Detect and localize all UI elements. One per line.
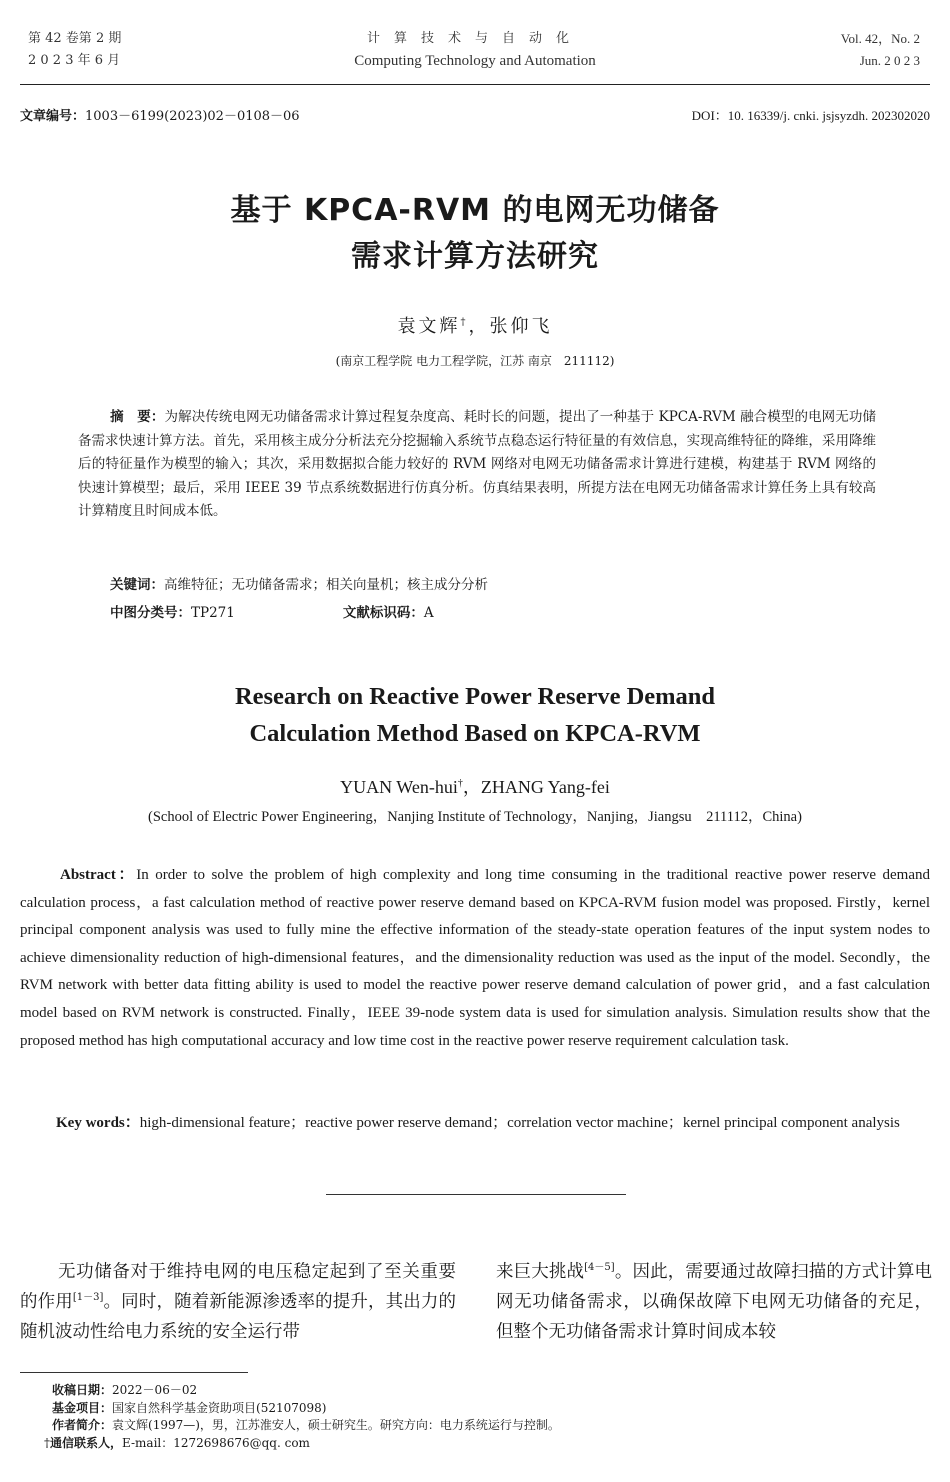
keywords-cn	[110, 573, 488, 593]
citation-1-3: [1－3]	[72, 1292, 104, 1304]
body-column-left	[20, 1257, 456, 1347]
dagger-mark-en: †	[457, 778, 463, 789]
author-cn-2: ，张仰飞	[468, 316, 553, 337]
authors-cn	[0, 312, 950, 338]
title-en-line1: Research on Reactive Power Reserve Demand	[234, 683, 716, 710]
title-cn-line1: 基于 KPCA-RVM 的电网无功储备	[230, 193, 720, 228]
affiliation-cn: (南京工程学院 电力工程学院，江苏 南京 211112)	[335, 354, 615, 368]
abstract-cn-text: 为解决传统电网无功储备需求计算过程复杂度高、耗时长的问题，提出了一种基于 KPCA-RVM 融合模型的电网无功储备需求快速计算方法。首先，采用核主成分分析法充分挖掘输入系统节点稳态运行特征量的有效信息，实现高维特征的降维，采用降维后的特征量作为模型的输入；其次，采用数据拟合能力较好的 RVM 网络对电网无功储备需求计算进行建模，构建基于 RVM 网络的快速计算模型；最后，采用 IEEE 39 节点系统数据进行仿真分析。仿真结果表明，所提方法在电网无功储备需求计算任务上具有较高计算精度且时间成本低。	[78, 409, 876, 520]
title-cn	[0, 188, 950, 280]
keywords-cn-text: 高维特征；无功储备需求；相关向量机；核主成分分析	[164, 577, 488, 593]
doc-code-value: A	[423, 605, 434, 621]
citation-4-5: [4－5]	[584, 1262, 615, 1274]
footnote-fund: 基金项目：国家自然科学基金资助项目(52107098)	[52, 1400, 327, 1415]
affiliation-en: (School of Electric Power Engineering，Nanjing Institute of Technology，Nanjing，Jiangsu 211112，China)	[148, 809, 802, 825]
article-number-value: 1003－6199(2023)02－0108－06	[85, 109, 300, 124]
footnote-contact: †通信联系人，E-mail：1272698676@qq. com	[44, 1435, 310, 1450]
abstract-en-text: In order to solve the problem of high complexity and long time consuming in the traditional reactive power reserve demand calculation process，a fast calculation method of reactive power reserve demand based on KPCA-RVM fusion model was proposed. Firstly，kernel principal component analysis was used to fully mine the effective information of the steady-state operation features of the input system nodes to achieve dimensionality reduction of high-dimensional features，and the dimensionality reduction was used as the input of the model. Secondly，the RVM network with better data fitting ability is used to model the reactive power reserve demand calculation of power grid，and a fast calculation model based on RVM network is constructed. Finally，IEEE 39-node system data is used for simulation analysis. Simulation results show that the proposed method has high computational accuracy and low time cost in the reactive power reserve requirement calculation task.	[20, 867, 930, 1049]
author-cn-1: 袁文辉	[397, 316, 461, 337]
title-en	[0, 678, 950, 752]
footnote-bio: 作者简介：袁文辉(1997—)，男，江苏淮安人，硕士研究生。研究方向：电力系统运行与控制。	[52, 1418, 560, 1432]
article-number-label: 文章编号：	[20, 109, 86, 124]
footnotes	[44, 1382, 560, 1452]
classification	[110, 601, 810, 621]
title-en-line2: Calculation Method Based on KPCA-RVM	[249, 720, 701, 747]
doi: DOI：10. 16339/j. cnki. jsjsyzdh. 202302020	[691, 108, 930, 123]
volume-issue-cn: 第 42 卷第 2 期	[28, 31, 122, 46]
keywords-en-label: Key words：	[56, 1115, 140, 1131]
section-divider	[326, 1194, 626, 1195]
dagger-mark-footnote: †	[44, 1435, 50, 1450]
header-divider	[20, 84, 930, 85]
doc-code-label: 文献标识码：	[342, 605, 424, 621]
authors-en	[0, 773, 950, 799]
body-column-right	[496, 1257, 932, 1347]
keywords-cn-label: 关键词：	[110, 577, 164, 593]
volume-issue-en: Vol. 42，No. 2	[840, 31, 920, 46]
journal-name	[0, 28, 950, 72]
title-cn-line2: 需求计算方法研究	[351, 239, 599, 274]
keywords-en	[20, 1110, 930, 1138]
clc-label: 中图分类号：	[110, 605, 191, 621]
abstract-en-label: Abstract：	[60, 867, 137, 883]
body-left-text-a: 无功储备对于维持电网的电压稳定起到了至关重要的作用	[20, 1262, 456, 1312]
footnote-divider	[20, 1372, 248, 1373]
body-right-text-a: 来巨大挑战	[496, 1262, 585, 1282]
footnote-received: 收稿日期：2022－06－02	[52, 1383, 198, 1397]
date-en: Jun. 2 0 2 3	[859, 53, 920, 68]
abstract-cn	[78, 406, 876, 524]
abstract-cn-label: 摘 要：	[110, 409, 165, 425]
contact-email: E-mail：1272698676@qq. com	[122, 1435, 310, 1450]
body-right-text-b: 。因此，需要通过故障扫描的方式计算电网无功储备需求，以确保故障下电网无功储备的充足，但整个无功储备需求计算时间成本较	[496, 1262, 933, 1342]
clc-value: TP271	[191, 605, 235, 621]
keywords-en-text: high-dimensional feature；reactive power reserve demand；correlation vector machine；kernel principal component analysis	[139, 1115, 900, 1131]
journal-name-cn: 计算技术与自动化	[366, 31, 583, 46]
dagger-mark: †	[460, 317, 469, 328]
author-en-2: ，ZHANG Yang-fei	[462, 777, 610, 797]
author-en-1: YUAN Wen-hui	[340, 777, 458, 797]
header-volume-info-en	[841, 28, 920, 72]
abstract-en	[20, 862, 930, 1055]
body-left-text-b: 。同时，随着新能源渗透率的提升，其出力的随机波动性给电力系统的安全运行带	[20, 1292, 457, 1342]
journal-name-en: Computing Technology and Automation	[354, 53, 596, 69]
date-cn: 2 0 2 3 年 6 月	[28, 53, 121, 68]
article-number	[20, 105, 300, 124]
